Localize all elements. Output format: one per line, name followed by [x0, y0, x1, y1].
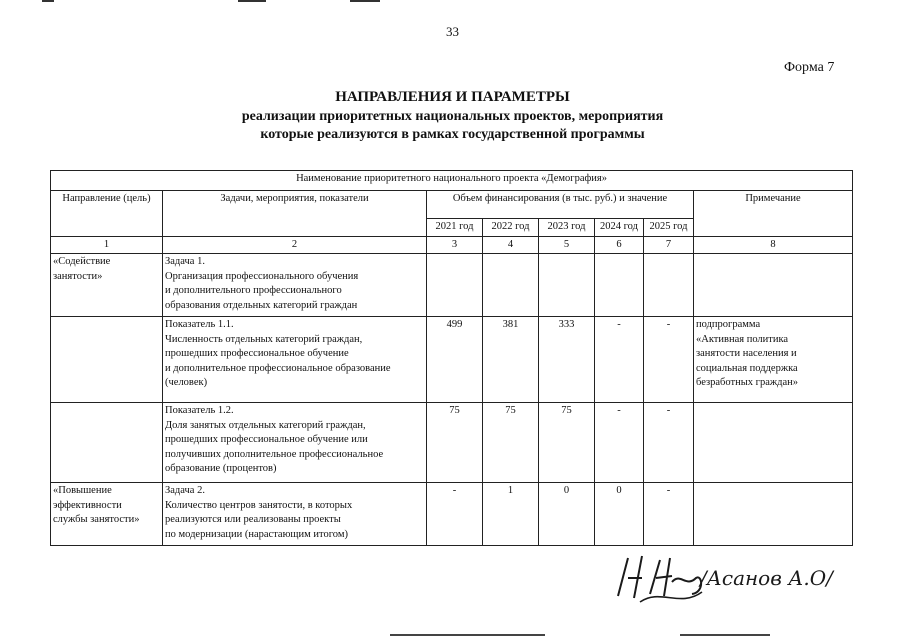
- value-cell: 499: [427, 317, 483, 403]
- direction-cell: «Повышение эффективности службы занятости»: [51, 483, 163, 546]
- value-cell: -: [427, 483, 483, 546]
- column-number: 8: [694, 236, 853, 254]
- column-number: 7: [644, 236, 694, 254]
- note-cell: [694, 483, 853, 546]
- project-name-cell: Наименование приоритетного национального проекта «Демография»: [51, 171, 853, 191]
- value-cell: 75: [539, 403, 595, 483]
- parameters-table: [50, 170, 853, 546]
- note-cell: подпрограмма «Активная политика занятости населения и социальная поддержка безработных граждан»: [694, 317, 853, 403]
- direction-cell: «Содействие занятости»: [51, 254, 163, 317]
- value-cell: 75: [483, 403, 539, 483]
- task-cell: Задача 1. Организация профессионального обучения и дополнительного профессионального образования отдельных категорий граждан: [163, 254, 427, 317]
- value-cell: [595, 254, 644, 317]
- column-number: 6: [595, 236, 644, 254]
- value-cell: -: [644, 317, 694, 403]
- scan-edge-mark: [350, 0, 380, 2]
- column-number: 5: [539, 236, 595, 254]
- header-year: 2021 год: [427, 219, 483, 237]
- value-cell: [427, 254, 483, 317]
- value-cell: 1: [483, 483, 539, 546]
- header-year: 2022 год: [483, 219, 539, 237]
- value-cell: -: [595, 317, 644, 403]
- header-direction: Направление (цель): [51, 191, 163, 237]
- value-cell: 0: [595, 483, 644, 546]
- header-note: Примечание: [694, 191, 853, 237]
- value-cell: [644, 254, 694, 317]
- value-cell: -: [644, 403, 694, 483]
- header-funding: Объем финансирования (в тыс. руб.) и значение: [427, 191, 694, 219]
- handwritten-signature: [610, 548, 705, 608]
- value-cell: 0: [539, 483, 595, 546]
- signature-name: /Асанов А.О/: [700, 566, 833, 590]
- table-row: [51, 483, 853, 546]
- task-cell: Задача 2. Количество центров занятости, в которых реализуются или реализованы проекты по модернизации (нарастающим итогом): [163, 483, 427, 546]
- note-cell: [694, 254, 853, 317]
- header-tasks: Задачи, мероприятия, показатели: [163, 191, 427, 237]
- direction-cell: [51, 403, 163, 483]
- table-row: [51, 254, 853, 317]
- page-number: 33: [446, 24, 459, 39]
- table-row: [51, 403, 853, 483]
- column-number: 2: [163, 236, 427, 254]
- indicator-cell: Показатель 1.1. Численность отдельных категорий граждан, прошедших профессиональное обучение и дополнительное профессиональное образование (человек): [163, 317, 427, 403]
- value-cell: 381: [483, 317, 539, 403]
- document-subtitle-line2: которые реализуются в рамках государственной программы: [260, 127, 645, 142]
- column-number: 4: [483, 236, 539, 254]
- value-cell: [483, 254, 539, 317]
- scan-edge-mark: [42, 0, 54, 2]
- document-subtitle-line1: реализации приоритетных национальных проектов, мероприятия: [241, 109, 664, 124]
- header-year: 2023 год: [539, 219, 595, 237]
- scan-edge-mark: [680, 634, 770, 636]
- direction-cell: [51, 317, 163, 403]
- scan-edge-mark: [238, 0, 266, 2]
- form-label: Форма 7: [784, 60, 835, 75]
- value-cell: -: [644, 483, 694, 546]
- column-number: 1: [51, 236, 163, 254]
- value-cell: 333: [539, 317, 595, 403]
- document-title: НАПРАВЛЕНИЯ И ПАРАМЕТРЫ: [335, 89, 570, 105]
- indicator-cell: Показатель 1.2. Доля занятых отдельных категорий граждан, прошедших профессиональное обучение или получивших дополнительное профессиональное образование (процентов): [163, 403, 427, 483]
- column-number: 3: [427, 236, 483, 254]
- header-year: 2025 год: [644, 219, 694, 237]
- value-cell: 75: [427, 403, 483, 483]
- header-year: 2024 год: [595, 219, 644, 237]
- scan-edge-mark: [390, 634, 545, 636]
- table-row: [51, 317, 853, 403]
- note-cell: [694, 403, 853, 483]
- value-cell: [539, 254, 595, 317]
- value-cell: -: [595, 403, 644, 483]
